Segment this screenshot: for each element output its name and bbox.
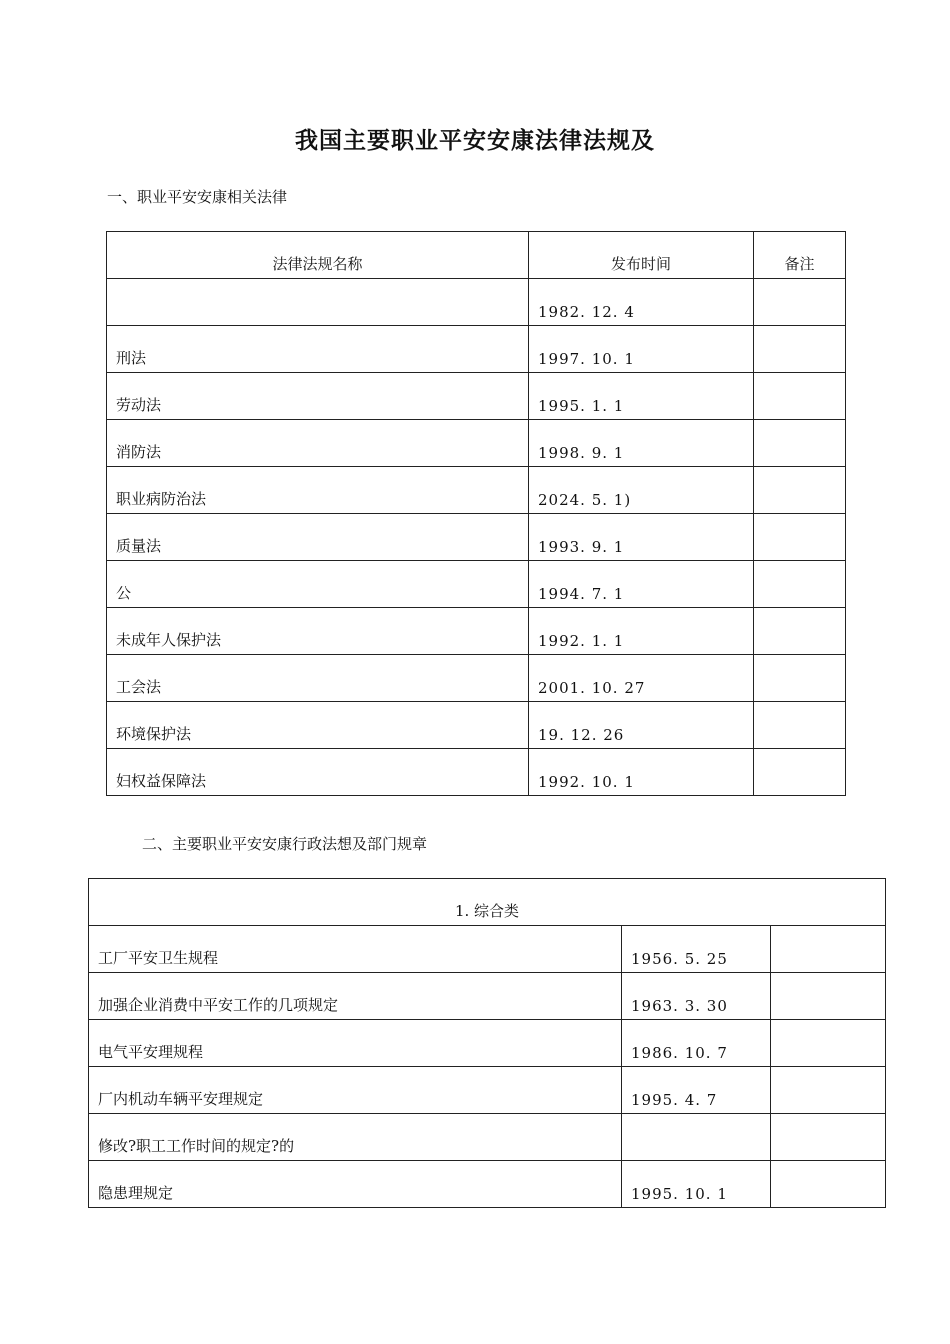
category-row [89, 879, 886, 926]
regulation-date [622, 1114, 771, 1161]
table-row [107, 561, 846, 608]
regulation-date: 1995. 4. 7 [622, 1067, 771, 1114]
column-header-name: 法律法规名称 [107, 232, 529, 279]
regulation-name: 加强企业消费中平安工作的几项规定 [89, 973, 622, 1020]
law-date: 19. 12. 26 [529, 702, 754, 749]
law-note [754, 749, 846, 796]
law-note [754, 655, 846, 702]
law-date: 1995. 1. 1 [529, 373, 754, 420]
law-name: 刑法 [107, 326, 529, 373]
table-row [89, 926, 886, 973]
table-row [107, 420, 846, 467]
law-name: 妇权益保障法 [107, 749, 529, 796]
regulation-note [771, 1020, 886, 1067]
laws-table [106, 231, 846, 796]
law-name: 环境保护法 [107, 702, 529, 749]
law-name: 消防法 [107, 420, 529, 467]
law-date: 1994. 7. 1 [529, 561, 754, 608]
law-note [754, 420, 846, 467]
section-2-heading: 二、主要职业平安安康行政法想及部门规章 [142, 835, 428, 853]
law-name: 工会法 [107, 655, 529, 702]
law-name: 职业病防治法 [107, 467, 529, 514]
law-note [754, 702, 846, 749]
regulation-note [771, 1161, 886, 1208]
table-row [107, 279, 846, 326]
law-date: 1992. 10. 1 [529, 749, 754, 796]
section-1-heading: 一、职业平安安康相关法律 [107, 188, 288, 206]
regulation-date: 1956. 5. 25 [622, 926, 771, 973]
regulation-name: 电气平安理规程 [89, 1020, 622, 1067]
regulation-name: 工厂平安卫生规程 [89, 926, 622, 973]
table-row [107, 608, 846, 655]
table-row [107, 326, 846, 373]
law-name: 劳动法 [107, 373, 529, 420]
regulations-table [88, 878, 886, 1208]
law-date: 1993. 9. 1 [529, 514, 754, 561]
law-name [107, 279, 529, 326]
regulation-note [771, 926, 886, 973]
page-title: 我国主要职业平安安康法律法规及 [295, 128, 655, 154]
category-label: 1. 综合类 [89, 879, 886, 926]
table-header-row [107, 232, 846, 279]
law-note [754, 279, 846, 326]
law-name: 质量法 [107, 514, 529, 561]
regulation-date: 1995. 10. 1 [622, 1161, 771, 1208]
regulation-note [771, 1114, 886, 1161]
law-note [754, 373, 846, 420]
law-name: 未成年人保护法 [107, 608, 529, 655]
table-row [89, 1114, 886, 1161]
law-date: 1992. 1. 1 [529, 608, 754, 655]
table-row [107, 373, 846, 420]
column-header-note: 备注 [754, 232, 846, 279]
law-note [754, 326, 846, 373]
regulation-date: 1986. 10. 7 [622, 1020, 771, 1067]
law-date: 1997. 10. 1 [529, 326, 754, 373]
law-note [754, 608, 846, 655]
table-row [89, 973, 886, 1020]
law-date: 2001. 10. 27 [529, 655, 754, 702]
table-row [107, 655, 846, 702]
table-row [107, 702, 846, 749]
regulation-name: 修改?职工工作时间的规定?的 [89, 1114, 622, 1161]
law-note [754, 514, 846, 561]
regulation-note [771, 973, 886, 1020]
regulation-date: 1963. 3. 30 [622, 973, 771, 1020]
law-note [754, 561, 846, 608]
law-name: 公 [107, 561, 529, 608]
table-row [89, 1067, 886, 1114]
table-row [107, 514, 846, 561]
table-row [89, 1161, 886, 1208]
regulation-name: 厂内机动车辆平安理规定 [89, 1067, 622, 1114]
table-row [107, 749, 846, 796]
law-date: 2024. 5. 1) [529, 467, 754, 514]
law-date: 1982. 12. 4 [529, 279, 754, 326]
law-date: 1998. 9. 1 [529, 420, 754, 467]
regulation-note [771, 1067, 886, 1114]
law-note [754, 467, 846, 514]
column-header-date: 发布时间 [529, 232, 754, 279]
table-row [89, 1020, 886, 1067]
table-row [107, 467, 846, 514]
regulation-name: 隐患理规定 [89, 1161, 622, 1208]
